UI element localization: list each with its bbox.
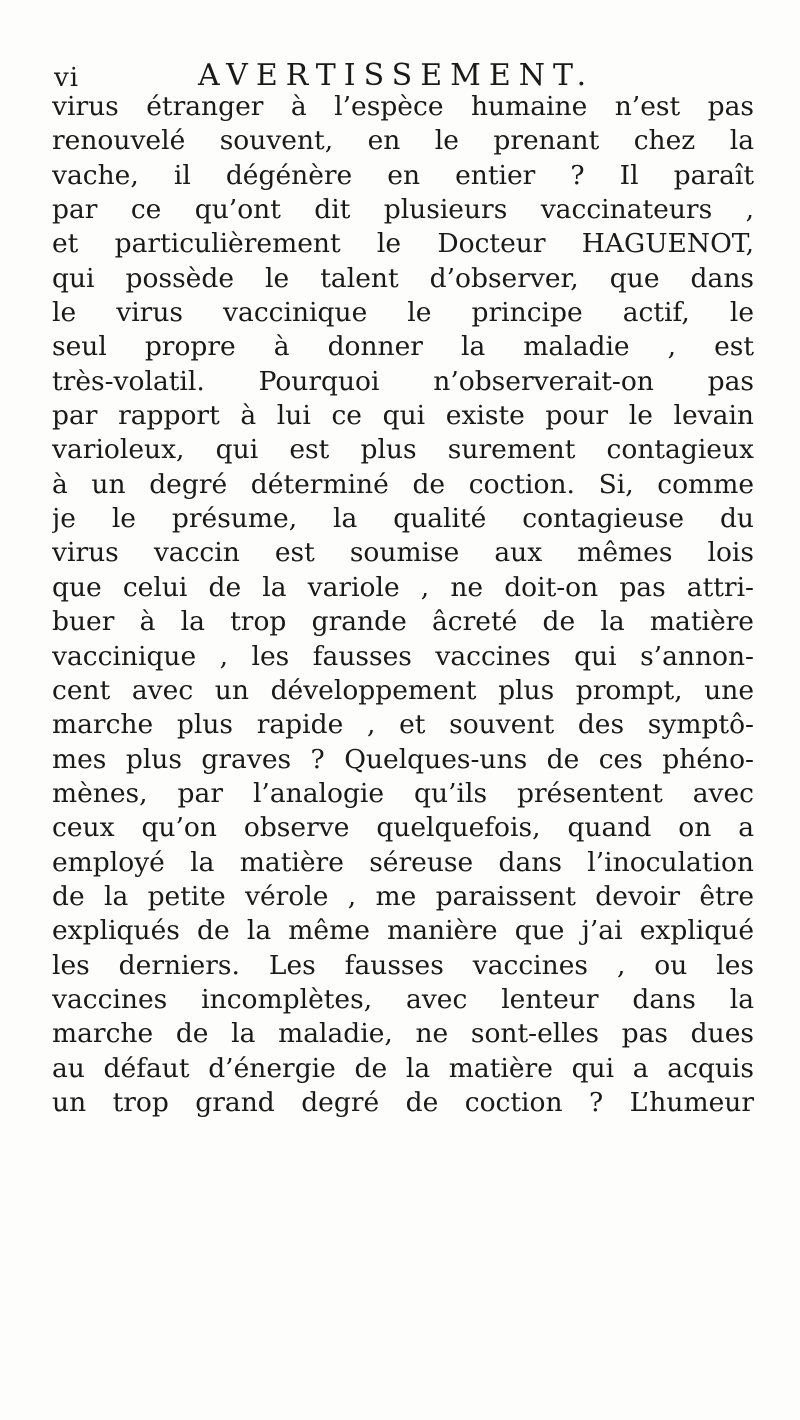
text-line: les derniers. Les fausses vaccines , ou les xyxy=(52,949,754,981)
text-line: le virus vaccinique le principe actif, le xyxy=(52,297,754,329)
page-number: vi xyxy=(54,63,80,93)
text-line: ceux qu’on observe quelquefois, quand on a xyxy=(52,812,754,844)
text-line: expliqués de la même manière que j’ai expliqué xyxy=(52,915,754,947)
text-line: à un degré déterminé de coction. Si, comme xyxy=(52,468,754,500)
text-line: par ce qu’ont dit plusieurs vaccinateurs , xyxy=(52,194,754,226)
text-line: virus vaccin est soumise aux mêmes lois xyxy=(52,537,754,569)
text-line: mènes, par l’analogie qu’ils présentent avec xyxy=(52,777,754,809)
running-head xyxy=(50,58,750,94)
text-line: que celui de la variole , ne doit-on pas attri- xyxy=(52,571,754,603)
text-line: un trop grand degré de coction ? L’humeur xyxy=(52,1086,754,1118)
running-head-title: AVERTISSEMENT. xyxy=(198,58,595,93)
text-line: mes plus graves ? Quelques-uns de ces phéno- xyxy=(52,743,754,775)
text-line: vaccines incomplètes, avec lenteur dans la xyxy=(52,983,754,1015)
text-line: très-volatil. Pourquoi n’observerait-on pas xyxy=(52,365,754,397)
text-line: cent avec un développement plus prompt, une xyxy=(52,674,754,706)
text-line: vache, il dégénère en entier ? Il paraît xyxy=(52,159,754,191)
text-line: de la petite vérole , me paraissent devoir être xyxy=(52,880,754,912)
text-line: par rapport à lui ce qui existe pour le levain xyxy=(52,400,754,432)
text-line: je le présume, la qualité contagieuse du xyxy=(52,503,754,535)
text-line: buer à la trop grande âcreté de la matière xyxy=(52,606,754,638)
text-line: marche de la maladie, ne sont-elles pas dues xyxy=(52,1018,754,1050)
text-line: et particulièrement le Docteur HAGUENOT, xyxy=(52,228,754,260)
text-line: au défaut d’énergie de la matière qui a acquis xyxy=(52,1052,754,1084)
text-line: varioleux, qui est plus surement contagieux xyxy=(52,434,754,466)
body-text xyxy=(52,90,754,1120)
text-line: renouvelé souvent, en le prenant chez la xyxy=(52,125,754,157)
text-line: qui possède le talent d’observer, que dans xyxy=(52,262,754,294)
text-line: employé la matière séreuse dans l’inoculation xyxy=(52,846,754,878)
text-line: vaccinique , les fausses vaccines qui s’annon- xyxy=(52,640,754,672)
text-line: marche plus rapide , et souvent des symptô- xyxy=(52,709,754,741)
text-line: virus étranger à l’espèce humaine n’est pas xyxy=(52,91,754,122)
text-line: seul propre à donner la maladie , est xyxy=(52,331,754,363)
